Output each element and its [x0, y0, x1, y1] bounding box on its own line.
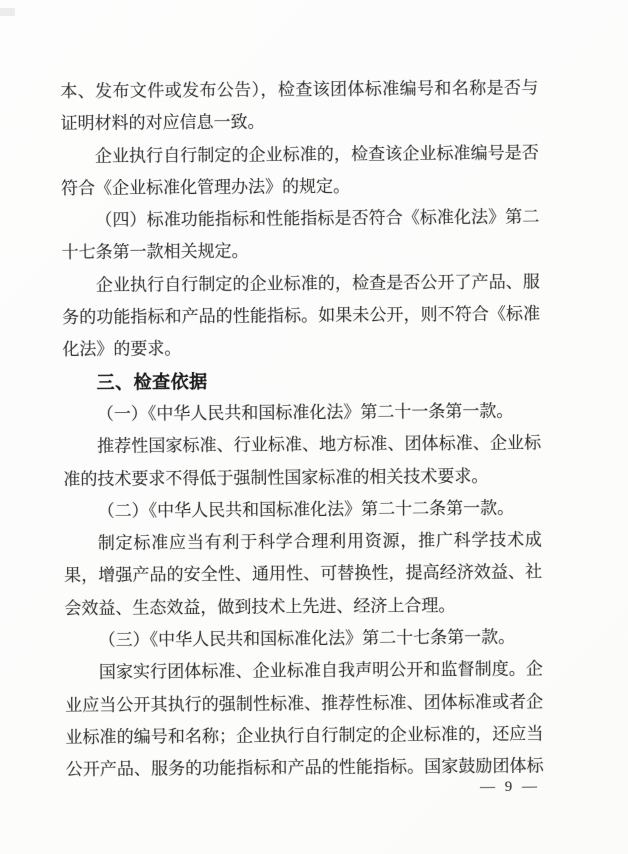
text-line: 符合《企业标准化管理办法》的规定。: [61, 176, 351, 198]
section-heading: 三、检查依据: [96, 371, 208, 393]
text-line: （二）《中华人民共和国标准化法》第二十二条第一款。: [97, 498, 515, 521]
text-line: （三）《中华人民共和国标准化法》第二十七条第一款。: [98, 627, 516, 650]
text-line: 会效益、生态效益，做到技术上先进、经济上合理。: [64, 595, 456, 618]
text-line: 化法》的要求。: [62, 339, 182, 360]
text-line: 证明材料的对应信息一致。: [60, 112, 265, 134]
document-body: [60, 72, 544, 786]
text-line: 十七条第一款相关规定。: [61, 242, 249, 263]
text-line: 国家实行团体标准、企业标准自我声明公开和监督制度。企: [98, 659, 543, 683]
text-line: 业标准的编号和名称；企业执行自行制定的企业标准的，还应当: [65, 724, 544, 747]
text-line: 推荐性国家标准、行业标准、地方标准、团体标准、企业标: [97, 433, 542, 456]
text-line: 本、发布文件或发布公告），检查该团体标准编号和名称是否与: [60, 78, 539, 102]
text-line: 业应当公开其执行的强制性标准、推荐性标准、团体标准或者企: [65, 691, 544, 715]
text-line: 果，增强产品的安全性、通用性、可替换性，提高经济效益、社: [64, 562, 543, 586]
text-line: 务的功能指标和产品的性能指标。如果未公开，则不符合《标准: [62, 304, 541, 328]
text-line: 企业执行自行制定的企业标准的，检查是否公开了产品、服: [95, 272, 540, 295]
text-line: 公开产品、服务的功能指标和产品的性能指标。国家鼓励团体标: [65, 756, 544, 780]
text-line: 准的技术要求不得低于强制性国家标准的相关技术要求。: [63, 466, 489, 489]
text-line: 制定标准应当有利于科学合理利用资源，推广科学技术成: [97, 530, 542, 553]
text-line: 企业执行自行制定的企业标准的，检查该企业标准编号是否: [94, 142, 539, 166]
page-number: — 9 —: [479, 778, 541, 796]
scan-artifact: [0, 8, 15, 16]
text-line: （一）《中华人民共和国标准化法》第二十一条第一款。: [96, 401, 514, 424]
text-line: （四）标准功能指标和性能指标是否符合《标准化法》第二: [95, 207, 540, 230]
